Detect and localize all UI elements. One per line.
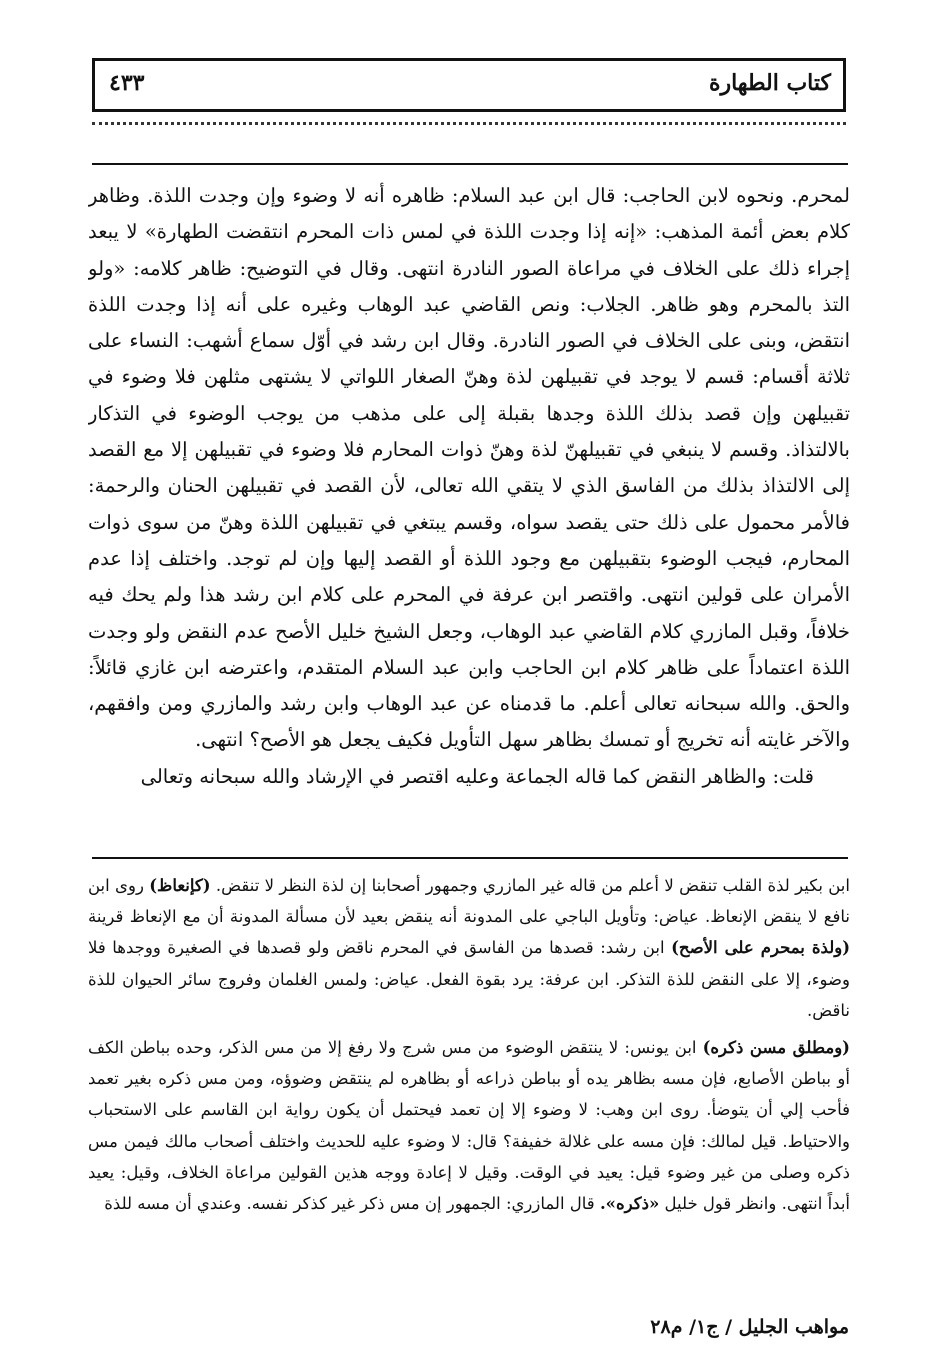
footnote-keyword: (ولذة بمحرم على الأصح) <box>671 938 850 958</box>
page-number: ٤٣٣ <box>109 70 145 96</box>
footnote-text: ابن رشد: قصدها من الفاسق في المحرم ناقض ولو قصدها في الصغيرة ووجدها فلا وضوء، إلا على النقض للذة التذكر. ابن عرفة: يرد بقوة الفعل. عياض: ولمس الغلمان وفروج سائر الحيوان للذة ناقض. <box>88 938 850 1020</box>
footnote-paragraph <box>88 1032 850 1219</box>
footnote-keyword: (ومطلق مسن ذكره) <box>702 1038 850 1058</box>
book-signature: مواهب الجليل / ج١/ م٢٨ <box>650 1316 849 1338</box>
main-paragraph-closing: قلت: والظاهر النقض كما قاله الجماعة وعليه اقتصر في الإرشاد والله سبحانه وتعالى <box>140 764 814 788</box>
footnote-paragraph <box>88 870 850 1026</box>
top-rule <box>92 163 848 165</box>
main-paragraph: لمحرم. ونحوه لابن الحاجب: قال ابن عبد السلام: ظاهره أنه لا وضوء وإن وجدت اللذة. وظاهر كلام بعض أئمة المذهب: «إنه إذا وجدت اللذة في لمس ذات المحرم انتقضت الطهارة» لا يبعد إجراء ذلك على الخلاف في مراعاة الصور النادرة انتهى. وقال في التوضيح: ظاهر كلامه: «ولو التذ بالمحرم وهو ظاهر. الجلاب: ونص القاضي عبد الوهاب وغيره على أنه إذا وجدت اللذة انتقض، وبنى على الخلاف في الصور النادرة. وقال ابن رشد في أوّل سماع أشهب: النساء على ثلاثة أقسام: قسم لا يوجد في تقبيلهن لذة وهنّ الصغار اللواتي لا يشتهى مثلهن فلا وضوء في تقبيلهن وإن قصد بذلك اللذة وجدها بقبلة إلى على مذهب من يوجب الوضوء في التذكار بالالتذاذ. وقسم لا ينبغي في تقبيلهنّ لذة وهنّ ذوات المحارم فلا وضوء في تقبيلهن إلا مع القصد إلى الالتذاذ بذلك من الفاسق الذي لا يتقي الله تعالى، لأن القصد في تقبيلهن الحنان والرحمة: فالأمر محمول على ذلك حتى يقصد سواه، وقسم يبتغي في تقبيلهن اللذة وهنّ من سوى ذوات المحارم، فيجب الوضوء بتقبيلهن مع وجود اللذة أو القصد إليها وإن لم توجد. واختلف إذا عدم الأمران على قولين انتهى. واقتصر ابن عرفة في المحرم على كلام ابن رشد هذا ولم يحك فيه خلافاً، وقبل المازري كلام القاضي عبد الوهاب، وجعل الشيخ خليل الأصح عدم النقض ولو وجدت اللذة اعتماداً على ظاهر كلام ابن الحاجب وابن عبد السلام المتقدم، واعترضه ابن غازي قائلاً: والحق. والله سبحانه تعالى أعلم. ما قدمناه عن عبد الوهاب وابن رشد والمازري ومن وافقهم، والآخر غايته أنه تخريج أو تمسك بظاهر سهل التأويل فكيف يجعل هو الأصح؟ انتهى. <box>88 184 850 752</box>
footnote-keyword: «ذكره». <box>599 1194 660 1214</box>
footnote-text: قال المازري: الجمهور إن مس ذكر غير كذكر نفسه. وعندي أن مسه للذة <box>104 1194 595 1214</box>
footnote-text: ابن يونس: لا ينتقض الوضوء من مس شرج ولا رفغ إلا من مس الذكر، وحده بباطن الكف أو بباطن الأصابع، فإن مسه بظاهر يده أو بباطن ذراعه أو بظاهره لم ينتقض وضوؤه، ومن مس ذكره بغير تعمد فأحب إلي أن يتوضأ. روى ابن وهب: لا وضوء إلا إن تعمد فيحتمل أن يكون رواية ابن القاسم على الاستحباب والاحتياط. قيل لمالك: فإن مسه على غلالة خفيفة؟ قال: لا وضوء عليه للحديث واختلف أصحاب مالك فيمن مس ذكره وصلى من غير وضوء قيل: يعيد في الوقت. وقيل لا إعادة ووجه هذين القولين مراعاة الخلاف، وقيل: يعيد أبداً انتهى. وانظر قول خليل <box>88 1038 850 1214</box>
running-header <box>92 58 846 112</box>
main-body-text <box>88 178 850 848</box>
footnote-separator <box>92 857 848 859</box>
footnote-text: ابن بكير لذة القلب تنقض لا أعلم من قاله غير المازري وجمهور أصحابنا إن لذة النظر لا تنقض. <box>215 876 850 895</box>
footnote-text: روى ابن نافع لا ينقض الإنعاظ. عياض: وتأويل الباجي على المدونة أنه ينقض بعيد لأن مسألة المدونة أن مع الإنعاظ قرينة <box>88 876 850 927</box>
dotted-divider <box>92 122 846 125</box>
chapter-title: كتاب الطهارة <box>708 70 831 96</box>
footnote-keyword: (كإنعاظ) <box>149 876 211 895</box>
footnotes-block <box>88 870 850 1300</box>
